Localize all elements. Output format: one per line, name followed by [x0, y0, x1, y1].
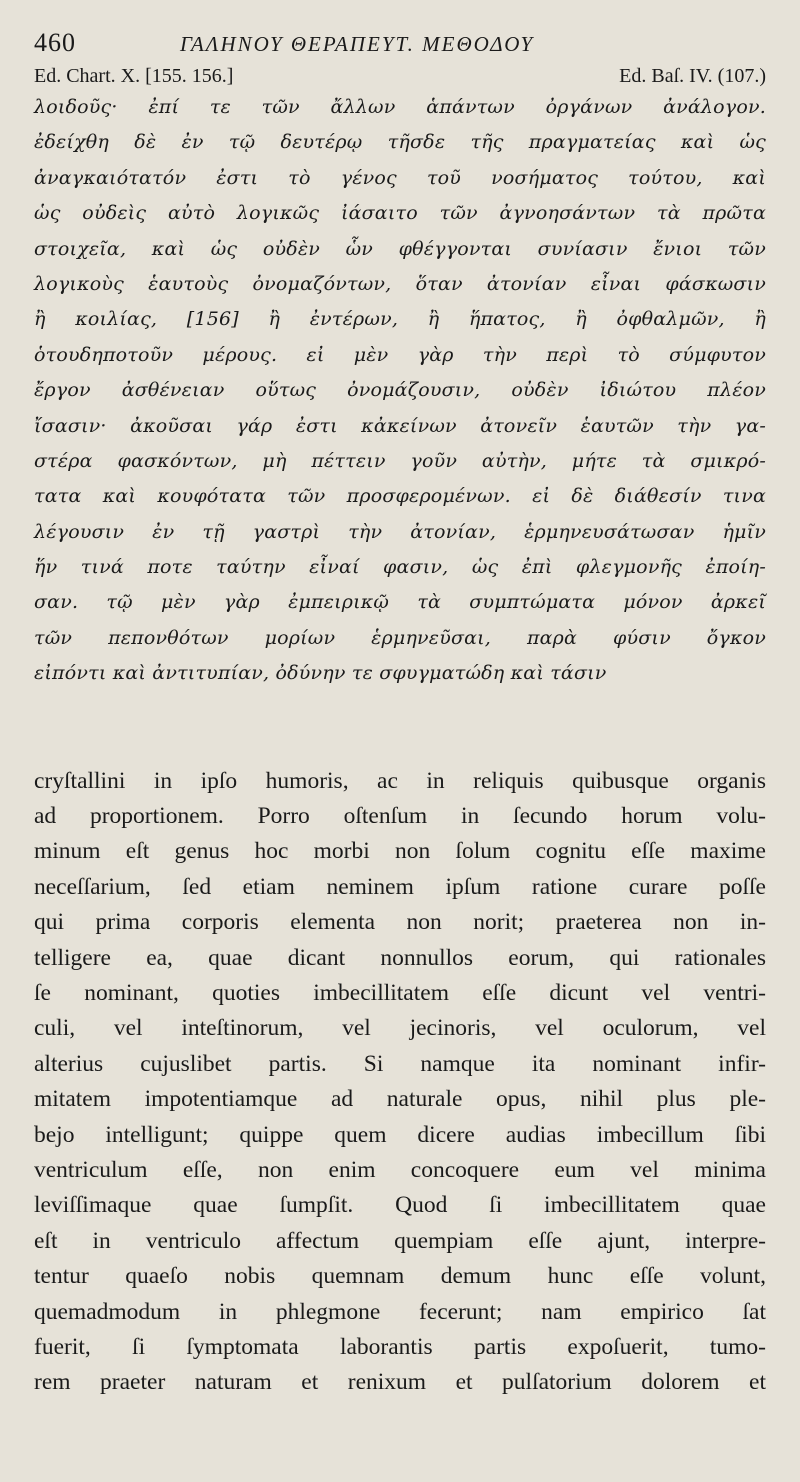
latin-text-line: minum eſt genus hoc morbi non ſolum cognitu eſſe maxime [34, 838, 766, 865]
greek-text-line: ἴσασιν· ἀκοῦσαι γάρ ἐστι κἀκείνων ἀτονεῖν ἑαυτῶν τὴν γα- [34, 414, 766, 437]
greek-text-line: λοιδοῦς· ἐπί τε τῶν ἄλλων ἁπάντων ὀργάνων ἀνάλογον. [34, 96, 766, 118]
latin-text-line: ventriculum eſſe, non enim concoquere eum vel minima [34, 1156, 766, 1183]
greek-text-line: στοιχεῖα, καὶ ὡς οὐδὲν ὧν φθέγγονται συνίασιν ἔνιοι τῶν [34, 237, 766, 260]
greek-text-line: ἀναγκαιότατόν ἐστι τὸ γένος τοῦ νοσήματος τούτου, καὶ [34, 166, 766, 189]
greek-text-line: ὡς οὐδεὶς αὐτὸ λογικῶς ἰάσαιτο τῶν ἀγνοησάντων τὰ πρῶτα [34, 202, 766, 225]
greek-text-line: στέρα φασκόντων, μὴ πέττειν γοῦν αὐτὴν, μήτε τὰ σμικρό- [34, 449, 766, 472]
latin-text-line: culi, vel inteſtinorum, vel jecinoris, vel oculorum, vel [34, 1015, 766, 1042]
latin-text-line: rem praeter naturam et renixum et pulſatorium dolorem et [34, 1369, 766, 1396]
greek-text-line: ἔργον ἀσθένειαν οὕτως ὀνομάζουσιν, οὐδὲν ἰδιώτου πλέον [34, 379, 766, 402]
latin-text-line: ſe nominant, quoties imbecillitatem eſſe dicunt vel ventri- [34, 979, 766, 1006]
latin-text-line: tentur quaeſo nobis quemnam demum hunc eſſe volunt, [34, 1263, 766, 1290]
latin-text-line: fuerit, ſi ſymptomata laborantis partis expoſuerit, tumo- [34, 1333, 766, 1360]
greek-text-line: εἰπόντι καὶ ἀντιτυπίαν, ὀδύνην τε σφυγματώδη καὶ τάσιν [34, 662, 607, 685]
greek-text-block [34, 90, 766, 692]
latin-text-line: eſt in ventriculo affectum quempiam eſſe ajunt, interpre- [34, 1227, 766, 1254]
edition-references [34, 62, 766, 90]
latin-text-block [34, 764, 766, 1401]
edition-left: Ed. Chart. X. [155. 156.] [34, 65, 234, 87]
latin-text-line: alterius cujuslibet partis. Si namque ita nominant infir- [34, 1050, 766, 1077]
greek-text-line: σαν. τῷ μὲν γὰρ ἐμπειρικῷ τὰ συμπτώματα μόνον ἀρκεῖ [34, 591, 766, 614]
greek-text-line: λέγουσιν ἐν τῇ γαστρὶ τὴν ἀτονίαν, ἑρμηνευσάτωσαν ἡμῖν [34, 520, 766, 543]
latin-text-line: bejo intelligunt; quippe quem dicere audias imbecillum ſibi [34, 1121, 766, 1148]
edition-right: Ed. Baſ. IV. (107.) [619, 65, 766, 87]
latin-text-line: mitatem impotentiamque ad naturale opus, nihil plus ple- [34, 1086, 766, 1113]
book-title: ΓΑΛΗΝΟΥ ΘΕΡΑΠΕΥΤ. ΜΕΘΟΔΟΥ [180, 32, 535, 56]
greek-text-line: λογικοὺς ἑαυτοὺς ὀνομαζόντων, ὅταν ἀτονίαν εἶναι φάσκωσιν [34, 272, 766, 295]
latin-text-line: neceſſarium, ſed etiam neminem ipſum ratione curare poſſe [34, 873, 766, 900]
greek-text-line: τῶν πεπονθότων μορίων ἑρμηνεῦσαι, παρὰ φύσιν ὄγκον [34, 626, 766, 649]
latin-text-line: quemadmodum in phlegmone fecerunt; nam empirico ſat [34, 1298, 766, 1325]
greek-text-line: ἐδείχθη δὲ ἐν τῷ δευτέρῳ τῆσδε τῆς πραγματείας καὶ ὡς [34, 131, 766, 154]
latin-text-line: telligere ea, quae dicant nonnullos eorum, qui rationales [34, 944, 766, 971]
greek-text-line: ἢ κοιλίας, [156] ἢ ἐντέρων, ἢ ἥπατος, ἢ ὀφθαλμῶν, ἢ [34, 308, 766, 331]
latin-text-line: ad proportionem. Porro oſtenſum in ſecundo horum volu- [34, 803, 766, 830]
latin-text-line: cryſtallini in ipſo humoris, ac in reliquis quibusque organis [34, 767, 766, 794]
greek-text-line: ἥν τινά ποτε ταύτην εἶναί φασιν, ὡς ἐπὶ φλεγμονῆς ἐποίη- [34, 556, 766, 579]
latin-text-line: leviſſimaque quae ſumpſit. Quod ſi imbecillitatem quae [34, 1192, 766, 1219]
latin-text-line: qui prima corporis elementa non norit; praeterea non in- [34, 909, 766, 936]
greek-text-line: ὁτουδηποτοῦν μέρους. εἰ μὲν γὰρ τὴν περὶ τὸ σύμφυτον [34, 343, 766, 366]
section-gap [34, 692, 766, 764]
page-number: 460 [34, 28, 76, 57]
running-head [34, 28, 766, 62]
greek-text-line: τατα καὶ κουφότατα τῶν προσφερομένων. εἰ δὲ διάθεσίν τινα [34, 485, 766, 508]
